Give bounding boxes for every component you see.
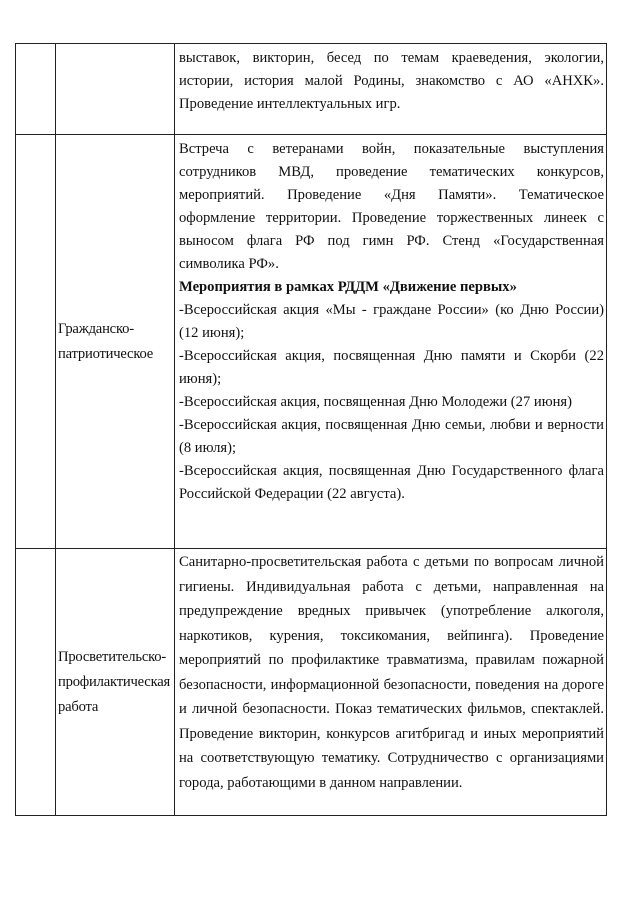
description-cell	[175, 44, 607, 135]
table-row	[16, 44, 607, 135]
description-paragraph: Встреча с ветеранами войн, показательные выступления сотрудников МВД, проведение тематических конкурсов, мероприятий. Проведение «Дня Памяти». Тематическое оформление территории. Проведение торжественных линеек с выносом флага РФ под гимн РФ. Стенд «Государственная символика РФ».	[179, 141, 604, 272]
description-text	[175, 549, 606, 795]
category-label: Гражданско-патриотическое	[58, 320, 154, 362]
table-row	[16, 549, 607, 816]
description-cell	[175, 135, 607, 549]
list-item: -Всероссийская акция, посвященная Дню Государственного флага Российской Федерации (22 августа).	[179, 463, 604, 502]
list-item: -Всероссийская акция, посвященная Дню памяти и Скорби (22 июня);	[179, 348, 604, 387]
activity-table	[15, 43, 607, 816]
description-paragraph: Санитарно-просветительская работа с детьми по вопросам личной гигиены. Индивидуальная работа с детьми, направленная на предупреждение вредных привычек (употребление алкоголя, наркотиков, курения, токсикомания, вейпинга). Проведение мероприятий по профилактике травматизма, правилам пожарной безопасности, информационной безопасности, поведения на дороге и личной безопасности. Показ тематических фильмов, спектаклей. Проведение викторин, конкурсов агитбригад и иных мероприятий на соответствующую тематику. Сотрудничество с организациями города, работающими в данном направлении.	[179, 554, 604, 791]
list-item: -Всероссийская акция, посвященная Дню семьи, любви и верности (8 июля);	[179, 417, 604, 456]
list-item: -Всероссийская акция, посвященная Дню Молодежи (27 июня)	[179, 394, 573, 410]
description-text	[175, 44, 606, 116]
description-text	[175, 135, 606, 506]
category-cell	[56, 44, 175, 135]
number-cell	[16, 135, 56, 549]
description-paragraph: выставок, викторин, бесед по темам краеведения, экологии, истории, история малой Родины, знакомство с АО «АНХК». Проведение интеллектуальных игр.	[179, 50, 604, 112]
category-cell	[56, 135, 175, 549]
table-row	[16, 135, 607, 549]
category-label: Просветительско-профилактическая работа	[58, 648, 171, 715]
description-cell	[175, 549, 607, 816]
number-cell	[16, 44, 56, 135]
section-heading: Мероприятия в рамках РДДМ «Движение первых»	[179, 279, 517, 295]
category-cell	[56, 549, 175, 816]
number-cell	[16, 549, 56, 816]
list-item: -Всероссийская акция «Мы - граждане России» (ко Дню России) (12 июня);	[179, 302, 604, 341]
